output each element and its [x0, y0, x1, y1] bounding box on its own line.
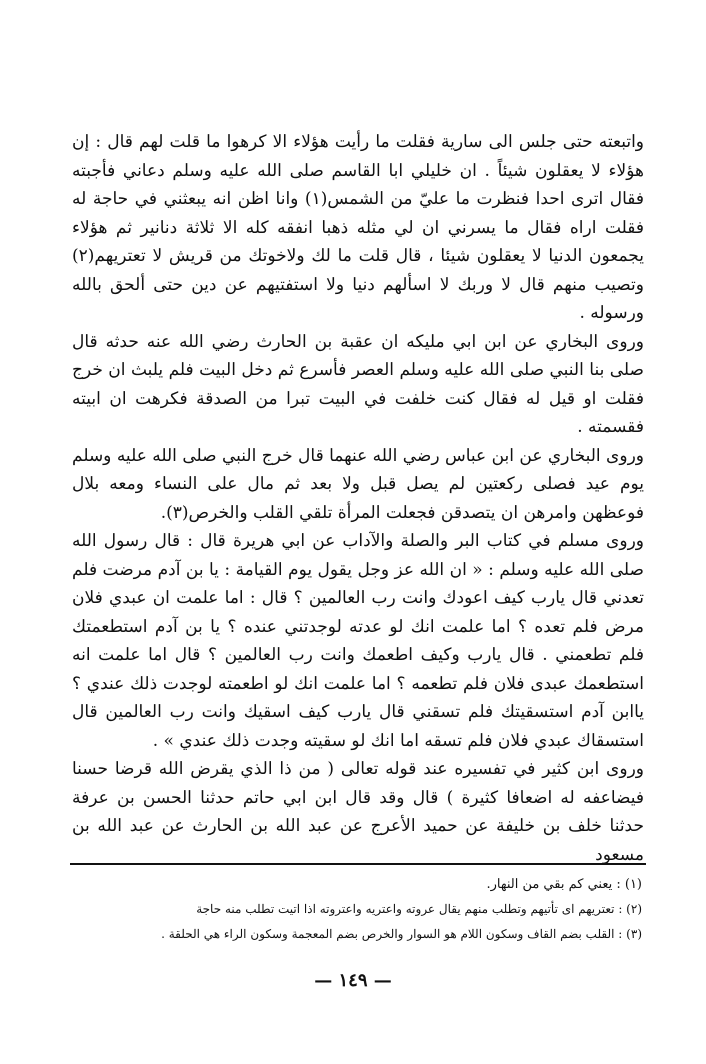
paragraph-4: وروى مسلم في كتاب البر والصلة والآداب عن ابي هريرة قال : قال رسول الله صلى الله عليه وسلم : « ان الله عز وجل يقول يوم القيامة : يا بن آدم مرضت فلم تعدني قال يارب كيف اعودك وانت رب العالمين ؟ قال : اما علمت ان عبدي فلان مرض فلم تعده ؟ اما علمت انك لو عدته لوجدتني عنده ؟ يا بن آدم استطعمتك فلم تطعمني . قال يارب وكيف اطعمك وانت رب العالمين ؟ قال اما علمت انه استطعمك عبدى فلان فلم تطعمه ؟ اما علمت انك لو اطعمته لوجدت ذلك عندي ؟ ياابن آدم استسقيتك فلم تسقني قال يارب كيف اسقيك وانت رب العالمين قال استسقاك عبدي فلان فلم تسقه اما انك لو سقيته وجدت ذلك عندي » .	[72, 531, 644, 751]
footnotes	[72, 872, 642, 947]
footnote-2: (٢) : تعتريهم اى تأتيهم وتطلب منهم يقال عروته واعتريه واعتروته اذا اتيت تطلب منه حاجة	[196, 902, 642, 916]
paragraph-1: واتبعته حتى جلس الى سارية فقلت ما رأيت هؤلاء الا كرهوا ما قلت لهم قال : إن هؤلاء لا يعقلون شيئاً . ان خليلي ابا القاسم صلى الله عليه وسلم دعاني فأجبته فقال اترى احدا فنظرت ما عليّ من الشمس(١) وانا اظن انه يبعثني في حاجة له فقلت اراه فقال ما يسرني ان لي مثله ذهبا انفقه كله الا ثلاثة دنانير ثم هؤلاء يجمعون الدنيا لا يعقلون شيئا ، قال قلت ما لك ولاخوتك من قريش لا تعتريهم(٢) وتصيب منهم قال لا وربك لا اسألهم دنيا ولا استفتيهم عن دين حتى ألحق بالله ورسوله .	[72, 132, 644, 323]
footnote-divider	[70, 863, 646, 865]
footnote-3: (٣) : القلب بضم القاف وسكون اللام هو السوار والخرص بضم المعجمة وسكون الراء هي الحلقة .	[161, 927, 642, 941]
main-text	[72, 128, 644, 869]
paragraph-2: وروى البخاري عن ابن ابي مليكه ان عقبة بن الحارث رضي الله عنه حدثه قال صلى بنا النبي صلى الله عليه وسلم العصر فأسرع ثم دخل البيت فلم يلبث ان خرج فقلت او قيل له فقال كنت خلفت في البيت تبرا من الصدقة فكرهت ان ابيته فقسمته .	[72, 331, 644, 437]
paragraph-5: وروى ابن كثير في تفسيره عند قوله تعالى ( من ذا الذي يقرض الله قرضا حسنا فيضاعفه له اضعافا كثيرة ) قال وقد قال ابن ابي حاتم حدثنا الحسن بن عرفة حدثنا خلف بن خليفة عن حميد الأعرج عن عبد الله بن الحارث عن عبد الله بن مسعود	[72, 759, 644, 865]
footnote-1: (١) : يعني كم بقي من النهار.	[486, 877, 642, 892]
paragraph-3: وروى البخاري عن ابن عباس رضي الله عنهما قال خرج النبي صلى الله عليه وسلم يوم عيد فصلى ركعتين لم يصل قبل ولا بعد ثم مال على النساء ومعه بلال فوعظهن وامرهن ان يتصدقن فجعلت المرأة تلقي القلب والخرص(٣).	[72, 445, 644, 523]
page-number: — ١٤٩ —	[314, 970, 392, 991]
